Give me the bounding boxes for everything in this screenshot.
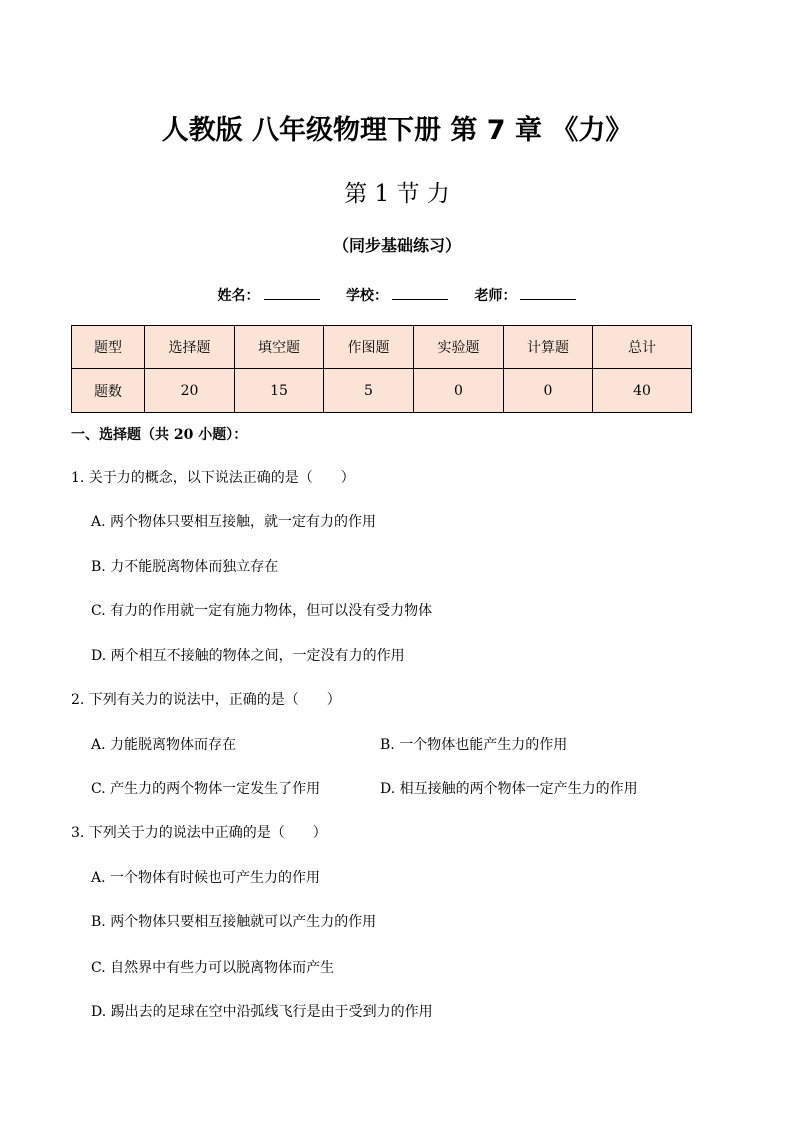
table-cell: 总计	[593, 326, 692, 369]
section-heading: 一、选择题（共 20 小题）：	[71, 427, 248, 443]
table-cell: 填空题	[235, 326, 324, 369]
question-option[interactable]: B. 力不能脱离物体而独立存在	[91, 559, 279, 575]
table-cell: 0	[414, 369, 504, 413]
student-info-line	[0, 285, 794, 305]
table-cell: 20	[145, 369, 235, 413]
question-option[interactable]: D. 相互接触的两个物体一定产生力的作用	[380, 781, 638, 797]
question-option[interactable]: C. 有力的作用就一定有施力物体，但可以没有受力物体	[91, 603, 433, 619]
school-blank[interactable]	[392, 287, 448, 300]
question-option[interactable]: B. 两个物体只要相互接触就可以产生力的作用	[91, 914, 377, 930]
table-cell: 40	[593, 369, 692, 413]
table-cell: 实验题	[414, 326, 504, 369]
table-header-row	[72, 326, 692, 369]
teacher-label: 老师：	[474, 288, 517, 304]
question-option[interactable]: C. 自然界中有些力可以脱离物体而产生	[91, 960, 335, 976]
question-option[interactable]: B. 一个物体也能产生力的作用	[380, 737, 568, 753]
question-option[interactable]: A. 一个物体有时候也可产生力的作用	[91, 870, 321, 886]
question-option[interactable]: D. 踢出去的足球在空中沿弧线飞行是由于受到力的作用	[91, 1004, 433, 1020]
document-title: 人教版 八年级物理下册 第 7 章 《力》	[161, 115, 633, 146]
question-option[interactable]: C. 产生力的两个物体一定发生了作用	[91, 781, 321, 797]
table-row	[72, 369, 692, 413]
question-option[interactable]: A. 力能脱离物体而存在	[91, 737, 237, 753]
table-cell: 15	[235, 369, 324, 413]
question-option[interactable]: A. 两个物体只要相互接触，就一定有力的作用	[91, 514, 377, 530]
table-cell: 0	[504, 369, 593, 413]
table-cell: 题数	[72, 369, 145, 413]
table-cell: 作图题	[324, 326, 414, 369]
exercise-tag: （同步基础练习）	[332, 236, 461, 255]
teacher-blank[interactable]	[520, 287, 576, 300]
table-cell: 计算题	[504, 326, 593, 369]
section-subtitle: 第 1 节 力	[344, 181, 450, 207]
table-cell: 5	[324, 369, 414, 413]
question-summary-table	[71, 325, 692, 413]
name-blank[interactable]	[264, 287, 320, 300]
table-cell: 题型	[72, 326, 145, 369]
question-stem: 3. 下列关于力的说法中正确的是（ ）	[71, 825, 327, 841]
question-stem: 1. 关于力的概念，以下说法正确的是（ ）	[71, 470, 355, 486]
school-label: 学校：	[346, 288, 388, 304]
name-label: 姓名：	[217, 288, 260, 304]
question-stem: 2. 下列有关力的说法中，正确的是（ ）	[71, 692, 341, 708]
table-cell: 选择题	[145, 326, 235, 369]
question-option[interactable]: D. 两个相互不接触的物体之间，一定没有力的作用	[91, 648, 405, 664]
